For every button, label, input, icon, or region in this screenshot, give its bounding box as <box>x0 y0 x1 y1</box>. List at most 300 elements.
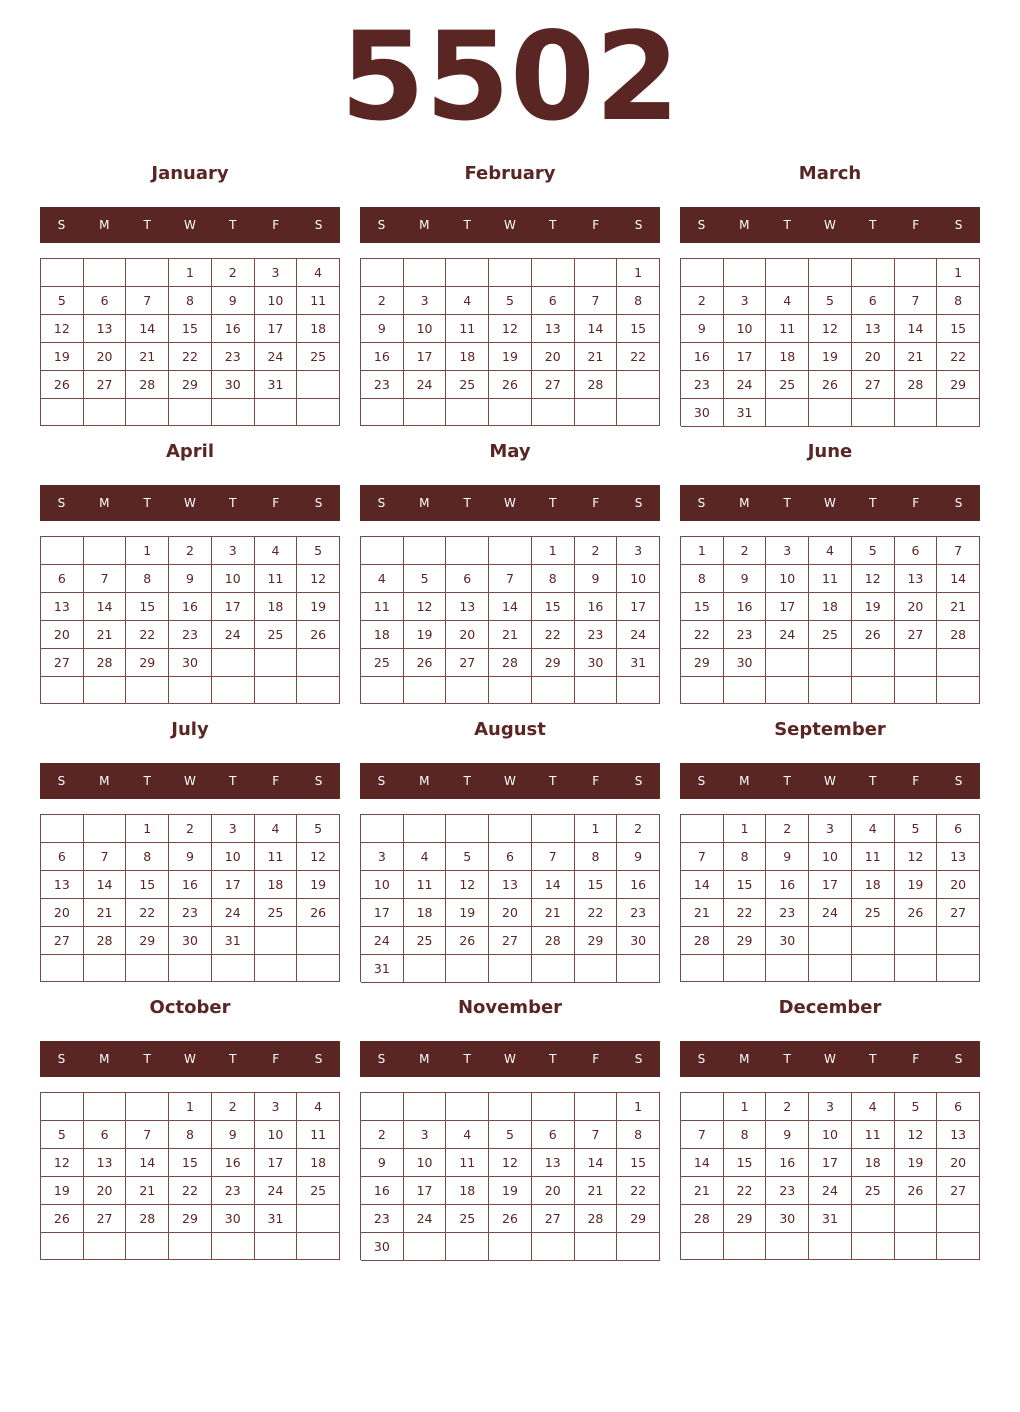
empty-cell <box>681 815 724 843</box>
day-cell: 27 <box>532 1205 575 1233</box>
day-grid <box>680 814 980 982</box>
day-cell: 25 <box>297 1177 340 1205</box>
day-cell: 16 <box>724 593 767 621</box>
day-cell: 3 <box>212 537 255 565</box>
weekday-label: S <box>634 496 643 510</box>
empty-cell <box>724 955 767 982</box>
weekday-header <box>40 763 340 799</box>
empty-cell <box>575 1093 618 1121</box>
day-cell: 13 <box>937 1121 980 1149</box>
day-cell: 12 <box>809 315 852 343</box>
day-cell: 29 <box>126 649 169 677</box>
empty-cell <box>84 955 127 982</box>
empty-cell <box>404 1093 447 1121</box>
day-cell: 26 <box>41 371 84 399</box>
empty-cell <box>895 259 938 287</box>
empty-cell <box>41 399 84 426</box>
empty-cell <box>361 1093 404 1121</box>
empty-cell <box>766 955 809 982</box>
empty-cell <box>84 259 127 287</box>
empty-cell <box>852 259 895 287</box>
day-cell: 17 <box>724 343 767 371</box>
day-cell: 28 <box>84 649 127 677</box>
month-title: September <box>774 719 886 740</box>
day-cell: 5 <box>41 287 84 315</box>
day-cell: 13 <box>937 843 980 871</box>
empty-cell <box>297 927 340 955</box>
day-cell: 25 <box>852 1177 895 1205</box>
empty-cell <box>575 259 618 287</box>
month-title: March <box>798 163 862 184</box>
day-cell: 28 <box>126 1205 169 1233</box>
weekday-label: W <box>504 1052 516 1066</box>
day-cell: 12 <box>297 565 340 593</box>
empty-cell <box>489 399 532 426</box>
day-cell: 6 <box>446 565 489 593</box>
day-cell: 22 <box>126 899 169 927</box>
weekday-label: T <box>143 774 151 788</box>
empty-cell <box>766 399 809 427</box>
weekday-label: W <box>504 496 516 510</box>
empty-cell <box>489 815 532 843</box>
day-cell: 2 <box>724 537 767 565</box>
day-cell: 24 <box>255 1177 298 1205</box>
day-cell: 3 <box>212 815 255 843</box>
weekday-label: S <box>314 496 323 510</box>
day-cell: 2 <box>681 287 724 315</box>
day-grid <box>40 536 340 704</box>
day-cell: 7 <box>575 287 618 315</box>
empty-cell <box>532 259 575 287</box>
day-cell: 9 <box>361 315 404 343</box>
day-cell: 8 <box>937 287 980 315</box>
weekday-header <box>360 763 660 799</box>
year-title: 5502 <box>340 6 680 148</box>
day-cell: 21 <box>532 899 575 927</box>
day-cell: 11 <box>255 843 298 871</box>
weekday-label: S <box>634 218 643 232</box>
day-cell: 31 <box>809 1205 852 1233</box>
day-cell: 18 <box>404 899 447 927</box>
weekday-label: F <box>912 774 920 788</box>
day-cell: 8 <box>575 843 618 871</box>
day-cell: 27 <box>446 649 489 677</box>
empty-cell <box>84 399 127 426</box>
day-cell: 4 <box>766 287 809 315</box>
empty-cell <box>297 1233 340 1260</box>
weekday-label: S <box>634 774 643 788</box>
day-cell: 14 <box>532 871 575 899</box>
day-cell: 10 <box>255 1121 298 1149</box>
day-cell: 1 <box>724 1093 767 1121</box>
empty-cell <box>937 399 980 427</box>
day-cell: 16 <box>212 1149 255 1177</box>
day-cell: 5 <box>446 843 489 871</box>
weekday-header <box>40 207 340 243</box>
weekday-label: M <box>739 218 750 232</box>
day-cell: 11 <box>255 565 298 593</box>
day-cell: 28 <box>489 649 532 677</box>
empty-cell <box>446 1093 489 1121</box>
day-cell: 23 <box>575 621 618 649</box>
empty-cell <box>255 955 298 982</box>
day-cell: 16 <box>212 315 255 343</box>
day-cell: 4 <box>255 537 298 565</box>
day-grid <box>360 814 660 982</box>
empty-cell <box>895 955 938 982</box>
day-cell: 20 <box>852 343 895 371</box>
empty-cell <box>84 1233 127 1260</box>
day-cell: 14 <box>575 1149 618 1177</box>
day-cell: 13 <box>41 593 84 621</box>
day-cell: 22 <box>617 343 660 371</box>
day-cell: 5 <box>297 815 340 843</box>
day-grid <box>40 814 340 982</box>
empty-cell <box>41 259 84 287</box>
day-cell: 27 <box>532 371 575 399</box>
day-cell: 30 <box>361 1233 404 1261</box>
day-cell: 20 <box>84 343 127 371</box>
day-cell: 8 <box>724 1121 767 1149</box>
day-cell: 29 <box>724 1205 767 1233</box>
weekday-label: S <box>697 1052 706 1066</box>
weekday-label: S <box>57 1052 66 1066</box>
day-cell: 20 <box>532 343 575 371</box>
empty-cell <box>41 1233 84 1260</box>
day-cell: 12 <box>41 1149 84 1177</box>
day-cell: 9 <box>212 287 255 315</box>
weekday-label: W <box>824 1052 836 1066</box>
empty-cell <box>617 955 660 983</box>
empty-cell <box>724 677 767 704</box>
weekday-label: S <box>954 218 963 232</box>
day-cell: 17 <box>255 1149 298 1177</box>
day-cell: 2 <box>169 815 212 843</box>
day-cell: 5 <box>297 537 340 565</box>
day-cell: 24 <box>809 1177 852 1205</box>
empty-cell <box>895 1233 938 1260</box>
empty-cell <box>532 1093 575 1121</box>
weekday-label: T <box>229 774 237 788</box>
day-cell: 19 <box>404 621 447 649</box>
empty-cell <box>446 399 489 426</box>
day-cell: 23 <box>361 1205 404 1233</box>
weekday-label: W <box>824 218 836 232</box>
day-cell: 9 <box>169 843 212 871</box>
day-cell: 7 <box>575 1121 618 1149</box>
day-cell: 13 <box>895 565 938 593</box>
empty-cell <box>766 259 809 287</box>
day-cell: 27 <box>84 371 127 399</box>
day-cell: 12 <box>404 593 447 621</box>
day-cell: 22 <box>937 343 980 371</box>
day-cell: 19 <box>41 1177 84 1205</box>
empty-cell <box>681 955 724 982</box>
month-title: January <box>151 163 229 184</box>
day-cell: 8 <box>617 1121 660 1149</box>
day-cell: 17 <box>809 1149 852 1177</box>
empty-cell <box>681 1233 724 1260</box>
day-cell: 14 <box>126 315 169 343</box>
empty-cell <box>41 815 84 843</box>
day-cell: 5 <box>809 287 852 315</box>
empty-cell <box>169 1233 212 1260</box>
day-cell: 3 <box>766 537 809 565</box>
day-cell: 31 <box>255 371 298 399</box>
day-cell: 30 <box>617 927 660 955</box>
empty-cell <box>212 649 255 677</box>
day-cell: 8 <box>169 287 212 315</box>
empty-cell <box>41 1093 84 1121</box>
weekday-label: T <box>869 496 877 510</box>
weekday-label: T <box>463 218 471 232</box>
empty-cell <box>446 1233 489 1261</box>
empty-cell <box>895 927 938 955</box>
day-cell: 12 <box>297 843 340 871</box>
day-cell: 29 <box>617 1205 660 1233</box>
day-cell: 23 <box>724 621 767 649</box>
weekday-label: T <box>463 496 471 510</box>
day-cell: 21 <box>126 1177 169 1205</box>
day-grid <box>680 258 980 426</box>
day-cell: 8 <box>617 287 660 315</box>
empty-cell <box>937 1205 980 1233</box>
day-cell: 22 <box>575 899 618 927</box>
weekday-header <box>40 485 340 521</box>
weekday-label: W <box>824 774 836 788</box>
empty-cell <box>852 927 895 955</box>
weekday-label: S <box>377 218 386 232</box>
day-cell: 27 <box>489 927 532 955</box>
day-cell: 14 <box>489 593 532 621</box>
day-cell: 1 <box>169 1093 212 1121</box>
day-cell: 4 <box>297 259 340 287</box>
day-cell: 21 <box>937 593 980 621</box>
day-cell: 18 <box>852 1149 895 1177</box>
day-cell: 10 <box>255 287 298 315</box>
day-cell: 15 <box>681 593 724 621</box>
empty-cell <box>84 1093 127 1121</box>
day-cell: 29 <box>575 927 618 955</box>
day-cell: 16 <box>361 1177 404 1205</box>
empty-cell <box>852 955 895 982</box>
empty-cell <box>41 537 84 565</box>
day-cell: 27 <box>895 621 938 649</box>
day-cell: 16 <box>766 871 809 899</box>
day-cell: 15 <box>724 871 767 899</box>
weekday-label: T <box>463 1052 471 1066</box>
day-cell: 10 <box>212 565 255 593</box>
empty-cell <box>575 955 618 983</box>
weekday-label: F <box>592 1052 600 1066</box>
day-cell: 20 <box>41 621 84 649</box>
day-cell: 19 <box>809 343 852 371</box>
day-cell: 22 <box>169 343 212 371</box>
weekday-label: T <box>463 774 471 788</box>
weekday-label: M <box>419 774 430 788</box>
day-cell: 1 <box>126 537 169 565</box>
day-cell: 11 <box>852 843 895 871</box>
weekday-header <box>360 207 660 243</box>
day-cell: 14 <box>681 871 724 899</box>
day-cell: 25 <box>852 899 895 927</box>
day-cell: 23 <box>766 1177 809 1205</box>
day-cell: 15 <box>617 315 660 343</box>
day-cell: 2 <box>212 259 255 287</box>
empty-cell <box>212 399 255 426</box>
day-cell: 29 <box>724 927 767 955</box>
day-cell: 15 <box>575 871 618 899</box>
empty-cell <box>809 649 852 677</box>
empty-cell <box>681 1093 724 1121</box>
empty-cell <box>212 677 255 704</box>
day-cell: 26 <box>297 899 340 927</box>
day-cell: 30 <box>169 649 212 677</box>
day-cell: 30 <box>724 649 767 677</box>
empty-cell <box>617 371 660 399</box>
day-cell: 30 <box>212 371 255 399</box>
day-cell: 16 <box>361 343 404 371</box>
day-cell: 17 <box>212 871 255 899</box>
empty-cell <box>852 1205 895 1233</box>
day-cell: 9 <box>617 843 660 871</box>
day-cell: 24 <box>212 621 255 649</box>
empty-cell <box>297 371 340 399</box>
day-cell: 8 <box>126 565 169 593</box>
empty-cell <box>404 955 447 983</box>
day-cell: 12 <box>446 871 489 899</box>
empty-cell <box>895 1205 938 1233</box>
day-cell: 7 <box>532 843 575 871</box>
day-cell: 1 <box>126 815 169 843</box>
day-cell: 26 <box>852 621 895 649</box>
day-cell: 2 <box>575 537 618 565</box>
day-cell: 12 <box>895 1121 938 1149</box>
day-cell: 12 <box>489 315 532 343</box>
weekday-label: S <box>314 218 323 232</box>
day-cell: 14 <box>575 315 618 343</box>
day-cell: 26 <box>489 1205 532 1233</box>
day-cell: 14 <box>126 1149 169 1177</box>
weekday-label: T <box>143 218 151 232</box>
empty-cell <box>212 955 255 982</box>
day-cell: 10 <box>724 315 767 343</box>
day-cell: 14 <box>84 871 127 899</box>
day-cell: 7 <box>126 287 169 315</box>
day-cell: 22 <box>126 621 169 649</box>
day-cell: 24 <box>361 927 404 955</box>
day-cell: 4 <box>446 1121 489 1149</box>
day-cell: 4 <box>852 815 895 843</box>
weekday-label: T <box>869 218 877 232</box>
day-cell: 20 <box>84 1177 127 1205</box>
day-cell: 28 <box>532 927 575 955</box>
day-grid <box>360 1092 660 1260</box>
day-cell: 1 <box>724 815 767 843</box>
empty-cell <box>937 1233 980 1260</box>
weekday-label: F <box>592 496 600 510</box>
empty-cell <box>404 399 447 426</box>
empty-cell <box>937 677 980 704</box>
day-cell: 17 <box>617 593 660 621</box>
empty-cell <box>126 259 169 287</box>
day-cell: 4 <box>255 815 298 843</box>
day-cell: 8 <box>724 843 767 871</box>
day-cell: 26 <box>297 621 340 649</box>
day-cell: 28 <box>895 371 938 399</box>
day-cell: 11 <box>852 1121 895 1149</box>
day-cell: 6 <box>489 843 532 871</box>
weekday-label: M <box>739 774 750 788</box>
day-cell: 19 <box>852 593 895 621</box>
day-cell: 23 <box>212 343 255 371</box>
day-cell: 6 <box>84 1121 127 1149</box>
empty-cell <box>297 955 340 982</box>
day-cell: 12 <box>852 565 895 593</box>
day-cell: 3 <box>255 1093 298 1121</box>
day-cell: 27 <box>41 649 84 677</box>
day-cell: 8 <box>169 1121 212 1149</box>
empty-cell <box>489 1093 532 1121</box>
weekday-label: W <box>824 496 836 510</box>
day-cell: 1 <box>532 537 575 565</box>
day-cell: 6 <box>937 1093 980 1121</box>
day-cell: 25 <box>446 1205 489 1233</box>
day-grid <box>40 258 340 426</box>
empty-cell <box>852 677 895 704</box>
day-cell: 31 <box>361 955 404 983</box>
day-cell: 2 <box>766 1093 809 1121</box>
empty-cell <box>617 399 660 426</box>
weekday-label: M <box>419 218 430 232</box>
day-cell: 21 <box>681 899 724 927</box>
day-cell: 22 <box>617 1177 660 1205</box>
month-title: May <box>489 441 531 462</box>
empty-cell <box>766 677 809 704</box>
day-cell: 25 <box>809 621 852 649</box>
day-cell: 5 <box>489 1121 532 1149</box>
day-cell: 17 <box>255 315 298 343</box>
day-cell: 20 <box>532 1177 575 1205</box>
day-cell: 24 <box>766 621 809 649</box>
weekday-label: T <box>549 1052 557 1066</box>
day-cell: 20 <box>41 899 84 927</box>
weekday-label: S <box>954 1052 963 1066</box>
empty-cell <box>809 677 852 704</box>
empty-cell <box>724 1233 767 1260</box>
empty-cell <box>532 815 575 843</box>
day-cell: 21 <box>681 1177 724 1205</box>
empty-cell <box>41 955 84 982</box>
day-grid <box>360 258 660 426</box>
day-cell: 10 <box>212 843 255 871</box>
empty-cell <box>404 259 447 287</box>
day-cell: 26 <box>809 371 852 399</box>
weekday-label: F <box>912 218 920 232</box>
weekday-label: T <box>549 774 557 788</box>
empty-cell <box>126 1233 169 1260</box>
day-cell: 23 <box>766 899 809 927</box>
day-cell: 25 <box>446 371 489 399</box>
empty-cell <box>895 649 938 677</box>
weekday-label: T <box>869 774 877 788</box>
empty-cell <box>446 677 489 704</box>
empty-cell <box>766 649 809 677</box>
empty-cell <box>809 1233 852 1260</box>
empty-cell <box>169 955 212 982</box>
day-cell: 15 <box>126 871 169 899</box>
weekday-label: T <box>549 218 557 232</box>
